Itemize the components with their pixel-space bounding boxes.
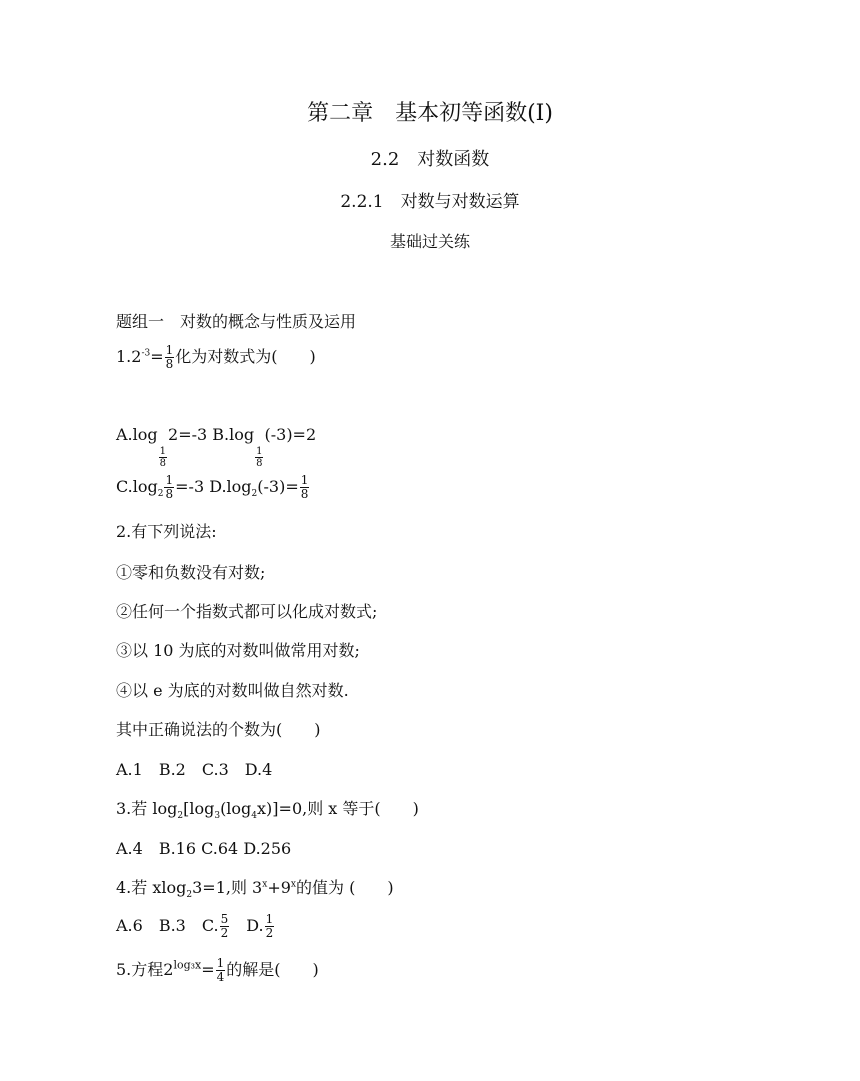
question-2-ask: 其中正确说法的个数为( ) bbox=[116, 720, 321, 739]
q1-optA-prefix: A.log bbox=[116, 425, 158, 444]
q3-p3: (log bbox=[220, 799, 252, 818]
q1-optD-frac-den: 8 bbox=[300, 487, 309, 501]
q1-optB-rest: (-3)=2 bbox=[264, 425, 317, 444]
chapter-title: 第二章 基本初等函数(Ⅰ) bbox=[307, 101, 553, 126]
q4-p4: 的值为 ( ) bbox=[295, 878, 394, 897]
q1-optC-prefix: C.log bbox=[116, 477, 158, 496]
question-2-statement-1: ①零和负数没有对数; bbox=[116, 563, 266, 582]
q1-optC-fraction bbox=[164, 474, 174, 501]
question-4-stem bbox=[116, 875, 394, 900]
q4-p1: 4.若 xlog bbox=[116, 878, 187, 897]
q1-optA-base-den: 8 bbox=[159, 458, 167, 469]
question-3-stem bbox=[116, 796, 419, 821]
q1-optD-rest: (-3)= bbox=[257, 477, 299, 496]
q1-optC-frac-den: 8 bbox=[165, 487, 174, 501]
q4-p3: +9 bbox=[267, 878, 291, 897]
q5-eq: = bbox=[201, 960, 215, 979]
question-5-stem bbox=[116, 957, 319, 984]
q3-sub2: 3 bbox=[214, 811, 221, 822]
q1-optD-frac-num: 1 bbox=[300, 473, 309, 487]
q5-p1: 5.方程2 bbox=[116, 960, 174, 979]
q1-exponent: -3 bbox=[141, 348, 151, 359]
q5-exponent: log₃x bbox=[173, 958, 202, 972]
q5-frac-den: 4 bbox=[216, 970, 225, 984]
section-title: 2.2 对数函数 bbox=[370, 149, 490, 170]
q4-optC-num: 5 bbox=[220, 912, 229, 926]
question-2-statement-4: ④以 e 为底的对数叫做自然对数. bbox=[116, 681, 349, 700]
q4-sub1: 2 bbox=[186, 890, 193, 901]
q1-optC-base: 2 bbox=[157, 489, 164, 500]
q5-fraction bbox=[216, 957, 226, 984]
q1-optD-base: 2 bbox=[251, 489, 258, 500]
q4-optD-fraction bbox=[265, 913, 275, 940]
question-1-options-ab bbox=[116, 425, 316, 469]
q3-sub1: 2 bbox=[177, 811, 184, 822]
q1-optA-rest: 2=-3 B.log bbox=[168, 425, 255, 444]
question-2-statement-3: ③以 10 为底的对数叫做常用对数; bbox=[116, 641, 360, 660]
q1-frac-num: 1 bbox=[165, 343, 174, 357]
group-title: 题组一 对数的概念与性质及运用 bbox=[116, 312, 357, 331]
q1-eq: = bbox=[150, 347, 164, 366]
q4-optC-fraction bbox=[220, 913, 230, 940]
q1-optA-base-num: 1 bbox=[159, 446, 167, 457]
question-2-options: A.1 B.2 C.3 D.4 bbox=[116, 760, 273, 779]
q1-optC-rest: =-3 D.log bbox=[175, 477, 252, 496]
q1-optB-base-num: 1 bbox=[256, 446, 263, 457]
q1-optC-frac-num: 1 bbox=[165, 473, 174, 487]
question-1-options-cd bbox=[116, 474, 310, 501]
q1-optD-fraction bbox=[300, 474, 310, 501]
q4-sup1: x bbox=[262, 879, 268, 890]
q5-p2: 的解是( ) bbox=[226, 960, 319, 979]
q1-frac-den: 8 bbox=[165, 357, 174, 371]
q1-suffix: 化为对数式为( ) bbox=[175, 347, 316, 366]
q1-prefix: 1.2 bbox=[116, 347, 142, 366]
q3-sub3: 4 bbox=[251, 811, 258, 822]
q4-optD-den: 2 bbox=[265, 926, 274, 940]
question-2-statement-2: ②任何一个指数式都可以化成对数式; bbox=[116, 602, 378, 621]
q4-optC-den: 2 bbox=[220, 926, 229, 940]
question-4-options bbox=[116, 913, 275, 940]
q4-optD-num: 1 bbox=[265, 912, 274, 926]
q1-optB-base-den: 8 bbox=[256, 458, 263, 469]
question-3-options: A.4 B.16 C.64 D.256 bbox=[116, 839, 292, 858]
q3-p4: x)]=0,则 x 等于( ) bbox=[257, 799, 419, 818]
q5-frac-num: 1 bbox=[216, 956, 225, 970]
q4-sup2: x bbox=[290, 879, 296, 890]
q4-optD: D. bbox=[230, 916, 264, 935]
level-title: 基础过关练 bbox=[389, 232, 470, 251]
q1-optB-base bbox=[255, 446, 263, 469]
q4-optAB: A.6 B.3 C. bbox=[116, 916, 219, 935]
q4-p2: 3=1,则 3 bbox=[192, 878, 263, 897]
q1-fraction bbox=[165, 344, 175, 371]
q1-optA-base bbox=[159, 446, 167, 469]
q3-p2: [log bbox=[183, 799, 215, 818]
subsection-title: 2.2.1 对数与对数运算 bbox=[340, 192, 520, 212]
q3-p1: 3.若 log bbox=[116, 799, 178, 818]
question-2-stem: 2.有下列说法: bbox=[116, 522, 217, 541]
question-1-stem bbox=[116, 344, 316, 371]
